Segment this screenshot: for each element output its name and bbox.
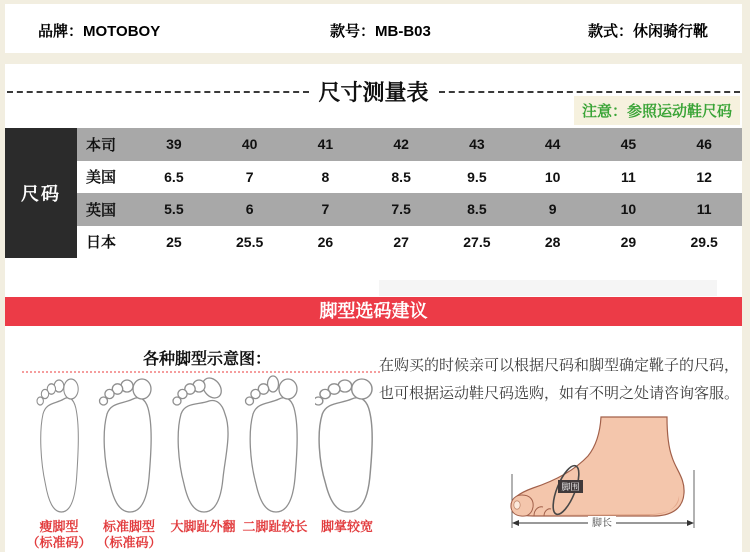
title-dash-right (439, 91, 741, 93)
toe-alignment-line (22, 371, 380, 373)
table-row-us (77, 161, 742, 194)
size-table-rows (77, 128, 742, 258)
size-chart-title: 尺寸测量表 (318, 80, 429, 105)
table-cell: 44 (544, 136, 561, 153)
foot-type-subname: （标准码） (26, 535, 92, 550)
table-row-uk (77, 193, 742, 226)
row-label: 日本 (86, 234, 117, 252)
foot-measurement-illustration (503, 416, 715, 538)
table-cell: 40 (241, 136, 258, 153)
foot-type-name: 脚掌较宽 (320, 519, 373, 534)
table-cell: 26 (317, 233, 334, 250)
row-label: 美国 (86, 169, 117, 187)
brand-text: 品牌：MOTOBOY (38, 23, 161, 40)
foot-type-name: 大脚趾外翻 (170, 519, 236, 534)
table-cell: 7.5 (391, 201, 411, 218)
table-cell: 25 (166, 233, 182, 250)
table-cell: 11 (620, 168, 636, 185)
foot-girth-label: 脚围 (561, 482, 580, 492)
table-cell: 9 (548, 201, 557, 218)
table-cell: 45 (620, 136, 637, 153)
foot-diagram-standard (97, 374, 161, 516)
foot-diagram-thin (27, 374, 91, 516)
table-cell: 7 (245, 168, 254, 185)
table-cell: 10 (620, 201, 637, 218)
table-cell: 10 (544, 168, 561, 185)
table-cell: 39 (166, 136, 182, 153)
table-cell: 27.5 (463, 233, 491, 250)
purchase-advice-text: 在购买的时候亲可以根据尺码和脚型确定靴子的尺码，也可根据运动鞋尺码选购，如有不明之处请咨询客服。 (379, 357, 740, 402)
table-cell: 6 (245, 201, 254, 218)
foot-type-name: 标准脚型 (102, 519, 155, 534)
table-cell: 27 (393, 233, 409, 250)
table-cell: 8.5 (391, 168, 411, 185)
table-cell: 42 (393, 136, 409, 153)
table-cell: 29.5 (690, 233, 718, 250)
title-dash-left (7, 91, 309, 93)
row-label: 英国 (86, 201, 117, 219)
table-cell: 8.5 (467, 201, 487, 218)
foot-length-label: 脚长 (592, 518, 612, 529)
table-cell: 11 (696, 201, 712, 218)
foot-type-name: 瘦脚型 (39, 519, 79, 534)
table-cell: 9.5 (467, 168, 487, 185)
table-cell: 46 (696, 136, 712, 153)
foot-type-label-wide (302, 519, 392, 535)
divider-block (379, 280, 717, 296)
table-cell: 6.5 (164, 168, 184, 185)
table-cell: 5.5 (164, 201, 184, 218)
foot-diagram-long-second-toe (243, 374, 307, 516)
content-panel (5, 64, 742, 552)
row-label: 本司 (86, 136, 117, 154)
table-row-japan (77, 226, 742, 259)
style-text: 款式：休闲骑行靴 (588, 23, 709, 40)
table-cell: 25.5 (236, 233, 264, 250)
model-text: 款号：MB-B03 (330, 23, 431, 40)
table-cell: 29 (620, 233, 637, 250)
table-cell: 41 (317, 136, 334, 153)
foot-type-name: 二脚趾较长 (242, 519, 308, 534)
size-table-row-header: 尺码 (5, 128, 77, 258)
product-header (5, 4, 742, 53)
foot-diagram-title: 各种脚型示意图： (143, 351, 272, 368)
table-cell: 12 (696, 168, 712, 185)
table-cell: 8 (321, 168, 330, 185)
advice-banner: 脚型选码建议 (5, 297, 742, 326)
foot-type-subname: （标准码） (96, 535, 162, 550)
foot-diagram-bunion (171, 374, 235, 516)
foot-side-shape (511, 417, 684, 516)
table-cell: 28 (544, 233, 561, 250)
size-note: 注意：参照运动鞋尺码 (574, 96, 740, 125)
size-table (5, 128, 742, 258)
table-cell: 43 (469, 136, 485, 153)
table-cell: 7 (321, 201, 330, 218)
table-row-company (77, 128, 742, 161)
foot-diagram-wide (315, 374, 379, 516)
